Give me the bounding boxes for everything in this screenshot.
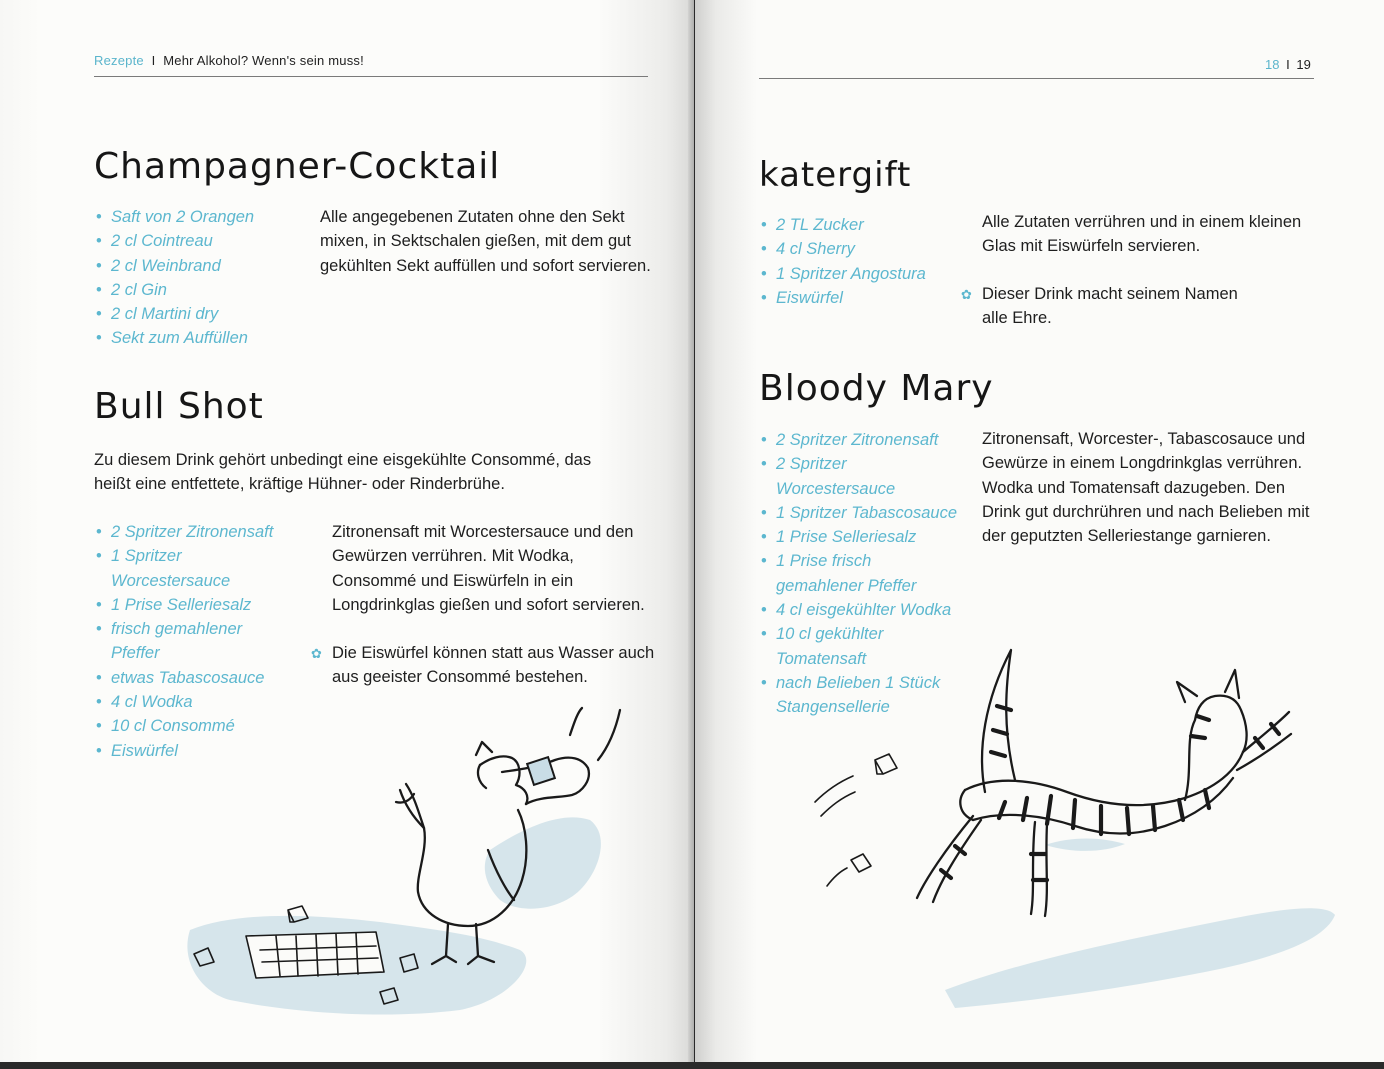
ingredient-item: • 2 cl Gin [96,278,296,302]
ingredient-item: • Saft von 2 Orangen [96,205,296,229]
ingredient-item: • 2 Spritzer Zitronensaft [96,520,301,544]
left-page [0,0,694,1062]
ingredient-item: • nach Belieben 1 Stück Stangensellerie [761,671,966,720]
ingredient-item: • 1 Spritzer Tabascosauce [761,501,966,525]
tip-katergift: Dieser Drink macht seinem Namen alle Ehre. [982,285,1238,328]
page-numbers [1265,57,1311,72]
page-number-separator: I [1286,57,1290,72]
ingredient-item: • Sekt zum Auffüllen [96,326,296,350]
running-head-separator: I [151,53,156,68]
bird-illustration [180,700,650,1030]
ingredient-item: • frisch gemahlener Pfeffer [96,617,276,666]
ingredient-item: • 2 cl Weinbrand [96,254,296,278]
recipe-title-katergift: katergift [759,155,912,195]
running-head-title: Mehr Alkohol? Wenn's sein muss! [163,53,364,68]
running-head [94,53,364,68]
ingredient-item: • 2 cl Cointreau [96,229,296,253]
ingredient-item: • 4 cl Wodka [96,690,301,714]
tip-bull-shot: Die Eiswürfel können statt aus Wasser auch aus geeister Consommé bestehen. [332,644,655,687]
method-katergift: Alle Zutaten verrühren und in einem kleinen Glas mit Eiswürfeln servieren. [982,213,1302,256]
paw-icon: ✿ [961,287,972,302]
header-rule [94,76,648,77]
ingredient-item: • 1 Prise frisch gemahlener Pfeffer [761,549,936,598]
ingredient-item: • 4 cl Sherry [761,237,971,261]
ingredient-item: • 1 Spritzer Worcestersauce [96,544,236,593]
recipe-title-bloody-mary: Bloody Mary [759,368,994,409]
ingredient-item: • Eiswürfel [96,739,301,763]
ingredient-list-katergift [761,213,971,310]
header-rule [759,78,1314,79]
ingredient-item: • 1 Prise Selleriesalz [761,525,966,549]
ingredient-item: • 4 cl eisgekühlter Wodka [761,598,966,622]
cat-illustration [805,640,1345,1020]
ingredient-item: • 2 Spritzer Zitronensaft [761,428,966,452]
ingredient-item: • 10 cl Consommé [96,714,301,738]
page-number-right: 19 [1296,57,1311,72]
ingredient-item: • 2 TL Zucker [761,213,971,237]
ingredient-item: • 1 Spritzer Angostura [761,262,971,286]
ingredient-item: • 10 cl gekühlter Tomatensaft [761,622,916,671]
ingredient-item: • 2 Spritzer Worcestersauce [761,452,906,501]
gutter-shadow [688,0,694,1062]
running-head-section: Rezepte [94,53,144,68]
recipe-title-bull-shot: Bull Shot [94,386,264,427]
ingredient-item: • etwas Tabascosauce [96,666,301,690]
ingredient-item: • 2 cl Martini dry [96,302,296,326]
paw-icon: ✿ [311,646,322,661]
method-champagner-cocktail: Alle angegebenen Zutaten ohne den Sekt mixen, in Sektschalen gießen, mit dem gut gekühlten Sekt auffüllen und sofort servieren. [320,208,651,275]
recipe-title-champagner-cocktail: Champagner-Cocktail [94,146,501,187]
method-bloody-mary: Zitronensaft, Worcester-, Tabascosauce und Gewürze in einem Longdrinkglas verrühren. Wodka und Tomatensaft dazugeben. Den Drink gut durchrühren und nach Belieben mit der geputzten Selleriestange garnieren. [982,430,1310,546]
page-number-left: 18 [1265,57,1280,72]
right-page [695,0,1384,1062]
ingredient-item: • Eiswürfel [761,286,971,310]
intro-bull-shot: Zu diesem Drink gehört unbedingt eine eisgekühlte Consommé, das heißt eine entfettete, kräftige Hühner- oder Rinderbrühe. [94,451,592,494]
ingredient-list-champagner-cocktail [96,205,296,351]
ingredient-item: • 1 Prise Selleriesalz [96,593,301,617]
method-bull-shot: Zitronensaft mit Worcestersauce und den Gewürzen verrühren. Mit Wodka, Consommé und Eiswürfeln in ein Longdrinkglas gießen und sofort servieren. [332,523,645,614]
